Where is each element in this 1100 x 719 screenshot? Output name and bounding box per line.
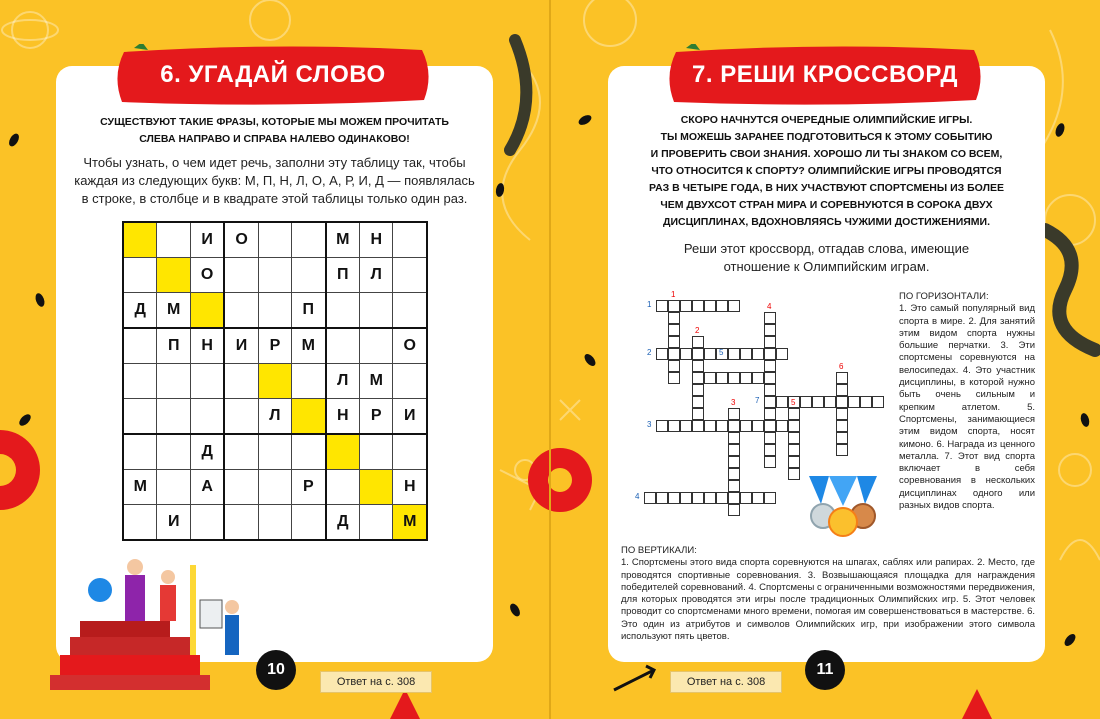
grid-cell[interactable] <box>258 222 291 258</box>
grid-cell[interactable]: Д <box>190 434 224 470</box>
grid-cell[interactable]: О <box>393 328 427 364</box>
crossword-cell[interactable] <box>788 468 800 480</box>
grid-row <box>123 505 427 541</box>
crossword-cell[interactable] <box>752 348 764 360</box>
crossword-cell[interactable] <box>752 372 764 384</box>
crossword-cell[interactable] <box>692 348 704 360</box>
crossword-cell[interactable] <box>728 504 740 516</box>
crossword-cell[interactable] <box>704 492 716 504</box>
crossword-cell[interactable] <box>788 456 800 468</box>
crossword-cell[interactable] <box>764 312 776 324</box>
grid-cell[interactable]: Р <box>360 399 393 435</box>
grid-cell[interactable]: Н <box>326 399 360 435</box>
crossword-cell[interactable] <box>788 444 800 456</box>
crossword-cell[interactable] <box>692 336 704 348</box>
grid-cell[interactable] <box>360 293 393 329</box>
crossword-cell[interactable] <box>836 396 848 408</box>
crossword-number: 3 <box>647 420 652 429</box>
crossword-cell[interactable] <box>776 420 788 432</box>
teachers-illustration <box>40 555 250 690</box>
crossword-cell[interactable] <box>656 348 668 360</box>
crossword-number: 4 <box>635 492 640 501</box>
crossword-cell[interactable] <box>728 468 740 480</box>
grid-cell[interactable]: Р <box>292 470 326 505</box>
grid-cell[interactable] <box>326 328 360 364</box>
crossword-cell[interactable] <box>800 396 812 408</box>
crossword-cell[interactable] <box>656 420 668 432</box>
crossword-cell[interactable] <box>776 348 788 360</box>
crossword-cell[interactable] <box>704 300 716 312</box>
crossword-cell[interactable] <box>764 432 776 444</box>
crossword-cell[interactable] <box>728 444 740 456</box>
crossword-cell[interactable] <box>764 408 776 420</box>
crossword-cell[interactable] <box>752 492 764 504</box>
grid-cell[interactable] <box>190 399 224 435</box>
grid-cell[interactable] <box>258 434 291 470</box>
grid-cell[interactable]: И <box>224 328 258 364</box>
crossword-cell[interactable] <box>728 420 740 432</box>
grid-cell[interactable] <box>157 399 190 435</box>
crossword-cell[interactable] <box>692 492 704 504</box>
grid-cell[interactable] <box>224 434 258 470</box>
grid-cell[interactable] <box>224 364 258 399</box>
grid-cell[interactable] <box>360 505 393 541</box>
crossword-cell[interactable] <box>716 300 728 312</box>
grid-cell[interactable]: М <box>393 505 427 541</box>
left-intro-bold <box>66 114 483 148</box>
crossword-cell[interactable] <box>680 348 692 360</box>
crossword-cell[interactable] <box>716 492 728 504</box>
right-intro-bold-line: ДИСЦИПЛИНАХ, ВДОХНОВЛЯЯСЬ ЧУЖИМИ ДОСТИЖЕНИЯМИ. <box>662 216 991 228</box>
crossword-cell[interactable] <box>668 324 680 336</box>
grid-cell[interactable]: И <box>157 505 190 541</box>
crossword-cell[interactable] <box>788 432 800 444</box>
crossword-number: 4 <box>767 302 772 311</box>
crossword-cell[interactable] <box>788 408 800 420</box>
grid-cell[interactable] <box>393 222 427 258</box>
grid-cell[interactable]: Д <box>326 505 360 541</box>
right-intro-bold <box>618 112 1035 231</box>
left-page-title: 6. УГАДАЙ СЛОВО <box>160 61 386 88</box>
down-clues <box>621 545 1035 643</box>
crossword-cell[interactable] <box>764 456 776 468</box>
grid-cell[interactable] <box>292 434 326 470</box>
crossword-cell[interactable] <box>752 420 764 432</box>
left-intro-line: каждая из следующих букв: М, П, Н, Л, О, А, Р, И, Д — появлялась <box>74 173 475 188</box>
crossword-cell[interactable] <box>860 396 872 408</box>
grid-cell[interactable] <box>157 258 190 293</box>
grid-cell[interactable]: Н <box>190 328 224 364</box>
crossword-number: 5 <box>791 398 796 407</box>
grid-cell[interactable] <box>123 364 157 399</box>
crossword-cell[interactable] <box>644 492 656 504</box>
grid-cell[interactable] <box>123 434 157 470</box>
grid-cell[interactable]: М <box>360 364 393 399</box>
crossword-cell[interactable] <box>764 384 776 396</box>
grid-cell[interactable] <box>258 505 291 541</box>
crossword-cell[interactable] <box>764 492 776 504</box>
grid-cell[interactable]: Л <box>326 364 360 399</box>
crossword-cell[interactable] <box>692 372 704 384</box>
crossword-cell[interactable] <box>656 300 668 312</box>
grid-cell[interactable] <box>393 364 427 399</box>
crossword-cell[interactable] <box>764 336 776 348</box>
crossword-cell[interactable] <box>668 372 680 384</box>
crossword-cell[interactable] <box>704 372 716 384</box>
crossword-cell[interactable] <box>872 396 884 408</box>
grid-cell[interactable]: М <box>123 470 157 505</box>
right-title-banner <box>668 44 982 106</box>
right-intro-bold-line: ЧТО ОТНОСИТСЯ К СПОРТУ? ОЛИМПИЙСКИЕ ИГРЫ ПРОВОДЯТСЯ <box>651 165 1002 177</box>
across-clues-title: ПО ГОРИЗОНТАЛИ: <box>899 291 989 302</box>
down-clues-title: ПО ВЕРТИКАЛИ: <box>621 545 697 556</box>
right-answer-reference: Ответ на с. 308 <box>670 671 782 693</box>
left-intro-line: в строке, в столбце и в квадрате этой таблицы только один раз. <box>81 191 468 206</box>
book-spine <box>549 0 551 719</box>
grid-row <box>123 364 427 399</box>
grid-cell[interactable] <box>326 293 360 329</box>
grid-cell[interactable] <box>258 364 291 399</box>
grid-cell[interactable] <box>157 434 190 470</box>
grid-cell[interactable]: Д <box>123 293 157 329</box>
crossword-number: 2 <box>647 348 652 357</box>
down-clues-text: 1. Спортсмены этого вида спорта соревнуются на шпагах, саблях или рапирах. 2. Место, где проводятся спортивные соревнования. 3. Возвышающаяся площадка для награждения победителей соревнований. 4. Спортсмены с ограниченными возможностями передвижения, для которых проводятся эти игры после традиционных Олимпийских игр. 5. Этот человек проводит со спортсменами много времени, помогая им совершенствоваться в мастерстве. 6. Это один из атрибутов и символов Олимпийских игр, при изображении этого символа используют пять цветов. <box>621 557 1035 643</box>
crossword-cell[interactable] <box>668 420 680 432</box>
grid-cell[interactable] <box>360 470 393 505</box>
right-page-number: 11 <box>805 650 845 690</box>
grid-cell[interactable] <box>326 470 360 505</box>
crossword-cell[interactable] <box>764 396 776 408</box>
crossword-cell[interactable] <box>680 492 692 504</box>
crossword-number: 5 <box>719 348 724 357</box>
grid-row <box>123 434 427 470</box>
crossword-cell[interactable] <box>728 348 740 360</box>
left-intro-line: Чтобы узнать, о чем идет речь, заполни эту таблицу так, чтобы <box>83 155 466 170</box>
crossword-cell[interactable] <box>728 456 740 468</box>
grid-cell[interactable] <box>123 399 157 435</box>
grid-cell[interactable] <box>224 258 258 293</box>
grid-cell[interactable] <box>292 505 326 541</box>
grid-cell[interactable] <box>224 293 258 329</box>
crossword-cell[interactable] <box>692 420 704 432</box>
crossword-cell[interactable] <box>668 360 680 372</box>
grid-row <box>123 399 427 435</box>
crossword-cell[interactable] <box>692 384 704 396</box>
crossword-number: 1 <box>671 290 676 299</box>
grid-cell[interactable] <box>224 505 258 541</box>
crossword-cell[interactable] <box>836 384 848 396</box>
crossword-cell[interactable] <box>836 372 848 384</box>
crossword-cell[interactable] <box>740 372 752 384</box>
crossword-cell[interactable] <box>668 312 680 324</box>
grid-cell[interactable]: Л <box>360 258 393 293</box>
grid-row <box>123 258 427 293</box>
crossword-cell[interactable] <box>716 372 728 384</box>
right-page-title: 7. РЕШИ КРОССВОРД <box>692 61 958 88</box>
right-intro-line: отношение к Олимпийским играм. <box>723 259 930 274</box>
grid-row <box>123 470 427 505</box>
grid-cell[interactable]: Р <box>258 328 291 364</box>
grid-cell[interactable] <box>157 470 190 505</box>
crossword-cell[interactable] <box>692 360 704 372</box>
grid-cell[interactable] <box>393 293 427 329</box>
crossword-cell[interactable] <box>836 420 848 432</box>
grid-cell[interactable] <box>292 222 326 258</box>
crossword-cell[interactable] <box>728 372 740 384</box>
crossword-number: 3 <box>731 398 736 407</box>
crossword-cell[interactable] <box>692 408 704 420</box>
crossword-cell[interactable] <box>848 396 860 408</box>
crossword-number: 1 <box>647 300 652 309</box>
right-intro-text <box>618 240 1035 276</box>
grid-cell[interactable]: П <box>157 328 190 364</box>
grid-cell[interactable]: М <box>292 328 326 364</box>
crossword-cell[interactable] <box>812 396 824 408</box>
crossword-cell[interactable] <box>764 420 776 432</box>
grid-cell[interactable] <box>360 328 393 364</box>
crossword-cell[interactable] <box>776 396 788 408</box>
crossword-cell[interactable] <box>716 420 728 432</box>
grid-cell[interactable] <box>258 293 291 329</box>
crossword-cell[interactable] <box>764 372 776 384</box>
grid-cell[interactable] <box>258 470 291 505</box>
grid-cell[interactable]: Л <box>258 399 291 435</box>
grid-cell[interactable]: Н <box>393 470 427 505</box>
grid-cell[interactable]: И <box>190 222 224 258</box>
crossword-cell[interactable] <box>740 420 752 432</box>
grid-cell[interactable]: М <box>157 293 190 329</box>
left-intro-text <box>66 154 483 208</box>
grid-cell[interactable] <box>360 434 393 470</box>
right-intro-bold-line: РАЗ В ЧЕТЫРЕ ГОДА, В НИХ УЧАСТВУЮТ СПОРТСМЕНЫ ИЗ БОЛЕЕ <box>649 182 1004 194</box>
right-intro-bold-line: ЧЕМ ДВУХСОТ СТРАН МИРА И СОРЕВНУЮТСЯ В СОРОКА ДВУХ <box>660 199 993 211</box>
crossword-cell[interactable] <box>836 444 848 456</box>
grid-cell[interactable] <box>190 505 224 541</box>
sudoku-grid <box>122 221 428 541</box>
crossword-cell[interactable] <box>704 348 716 360</box>
right-intro-bold-line: ТЫ МОЖЕШЬ ЗАРАНЕЕ ПОДГОТОВИТЬСЯ К ЭТОМУ СОБЫТИЮ <box>660 131 993 143</box>
grid-cell[interactable] <box>123 505 157 541</box>
left-title-banner <box>116 44 430 106</box>
crossword-cell[interactable] <box>692 300 704 312</box>
across-clues-text: 1. Это самый популярный вид спорта в мире. 2. Для занятий этим видом спорта нужны большие перчатки. 3. Эти спортсмены соревнуются на велосипедах. 4. Это участник дисциплины, в которой нужно быть очень сильным и крепким атлетом. 5. Спортсмены, занимающиеся этим видом спорта, носят кимоно. 6. Награда из ценного металла. 7. Этот вид спорта включает в себя соревнования в нескольких дисциплинах одного или разных видов спорта. <box>899 303 1035 512</box>
crossword-cell[interactable] <box>788 420 800 432</box>
grid-cell[interactable]: М <box>326 222 360 258</box>
crossword-cell[interactable] <box>764 444 776 456</box>
grid-cell[interactable] <box>224 470 258 505</box>
left-intro-bold-line: СУЩЕСТВУЮТ ТАКИЕ ФРАЗЫ, КОТОРЫЕ МЫ МОЖЕМ ПРОЧИТАТЬ <box>100 116 449 128</box>
grid-cell[interactable] <box>393 434 427 470</box>
left-answer-reference: Ответ на с. 308 <box>320 671 432 693</box>
grid-cell[interactable] <box>292 399 326 435</box>
decor-arrow-icon <box>610 660 670 700</box>
grid-cell[interactable]: И <box>393 399 427 435</box>
crossword-cell[interactable] <box>740 492 752 504</box>
crossword-number: 2 <box>695 326 700 335</box>
crossword-cell[interactable] <box>692 396 704 408</box>
crossword-cell[interactable] <box>740 348 752 360</box>
grid-cell[interactable] <box>123 328 157 364</box>
crossword-cell[interactable] <box>836 408 848 420</box>
crossword-cell[interactable] <box>668 348 680 360</box>
crossword-cell[interactable] <box>728 492 740 504</box>
crossword-cell[interactable] <box>764 360 776 372</box>
grid-row <box>123 328 427 364</box>
grid-cell[interactable] <box>292 364 326 399</box>
crossword-number: 7 <box>755 396 760 405</box>
right-intro-bold-line: И ПРОВЕРИТЬ СВОИ ЗНАНИЯ. ХОРОШО ЛИ ТЫ ЗНАКОМ СО ВСЕМ, <box>650 148 1003 160</box>
grid-cell[interactable] <box>123 258 157 293</box>
left-page-number: 10 <box>256 650 296 690</box>
crossword-cell[interactable] <box>836 432 848 444</box>
grid-cell[interactable]: О <box>224 222 258 258</box>
right-intro-bold-line: СКОРО НАЧНУТСЯ ОЧЕРЕДНЫЕ ОЛИМПИЙСКИЕ ИГРЫ. <box>680 114 973 126</box>
crossword-cell[interactable] <box>728 480 740 492</box>
crossword-cell[interactable] <box>668 300 680 312</box>
crossword-cell[interactable] <box>764 348 776 360</box>
crossword-cell[interactable] <box>728 432 740 444</box>
across-clues <box>899 291 1035 512</box>
grid-row <box>123 222 427 258</box>
grid-cell[interactable]: П <box>326 258 360 293</box>
grid-cell[interactable] <box>190 364 224 399</box>
grid-cell[interactable] <box>326 434 360 470</box>
crossword-cell[interactable] <box>668 336 680 348</box>
crossword-cell[interactable] <box>764 324 776 336</box>
crossword-cell[interactable] <box>728 300 740 312</box>
grid-cell[interactable] <box>258 258 291 293</box>
crossword-cell[interactable] <box>680 300 692 312</box>
grid-cell[interactable] <box>224 399 258 435</box>
grid-cell[interactable]: А <box>190 470 224 505</box>
grid-cell[interactable]: Н <box>360 222 393 258</box>
grid-row <box>123 293 427 329</box>
grid-cell[interactable] <box>393 258 427 293</box>
crossword-cell[interactable] <box>704 420 716 432</box>
grid-cell[interactable]: П <box>292 293 326 329</box>
grid-cell[interactable]: О <box>190 258 224 293</box>
grid-cell[interactable] <box>157 222 190 258</box>
left-intro-bold-line: СЛЕВА НАПРАВО И СПРАВА НАЛЕВО ОДИНАКОВО! <box>139 133 410 145</box>
right-intro-line: Реши этот кроссворд, отгадав слова, имеющие <box>683 241 970 256</box>
grid-cell[interactable] <box>190 293 224 329</box>
crossword-cell[interactable] <box>824 396 836 408</box>
crossword-cell[interactable] <box>656 492 668 504</box>
crossword-cell[interactable] <box>668 492 680 504</box>
crossword-cell[interactable] <box>680 420 692 432</box>
crossword-number: 6 <box>839 362 844 371</box>
grid-cell[interactable] <box>292 258 326 293</box>
medals-illustration <box>803 472 883 538</box>
crossword-cell[interactable] <box>728 408 740 420</box>
grid-cell[interactable] <box>123 222 157 258</box>
grid-cell[interactable] <box>157 364 190 399</box>
